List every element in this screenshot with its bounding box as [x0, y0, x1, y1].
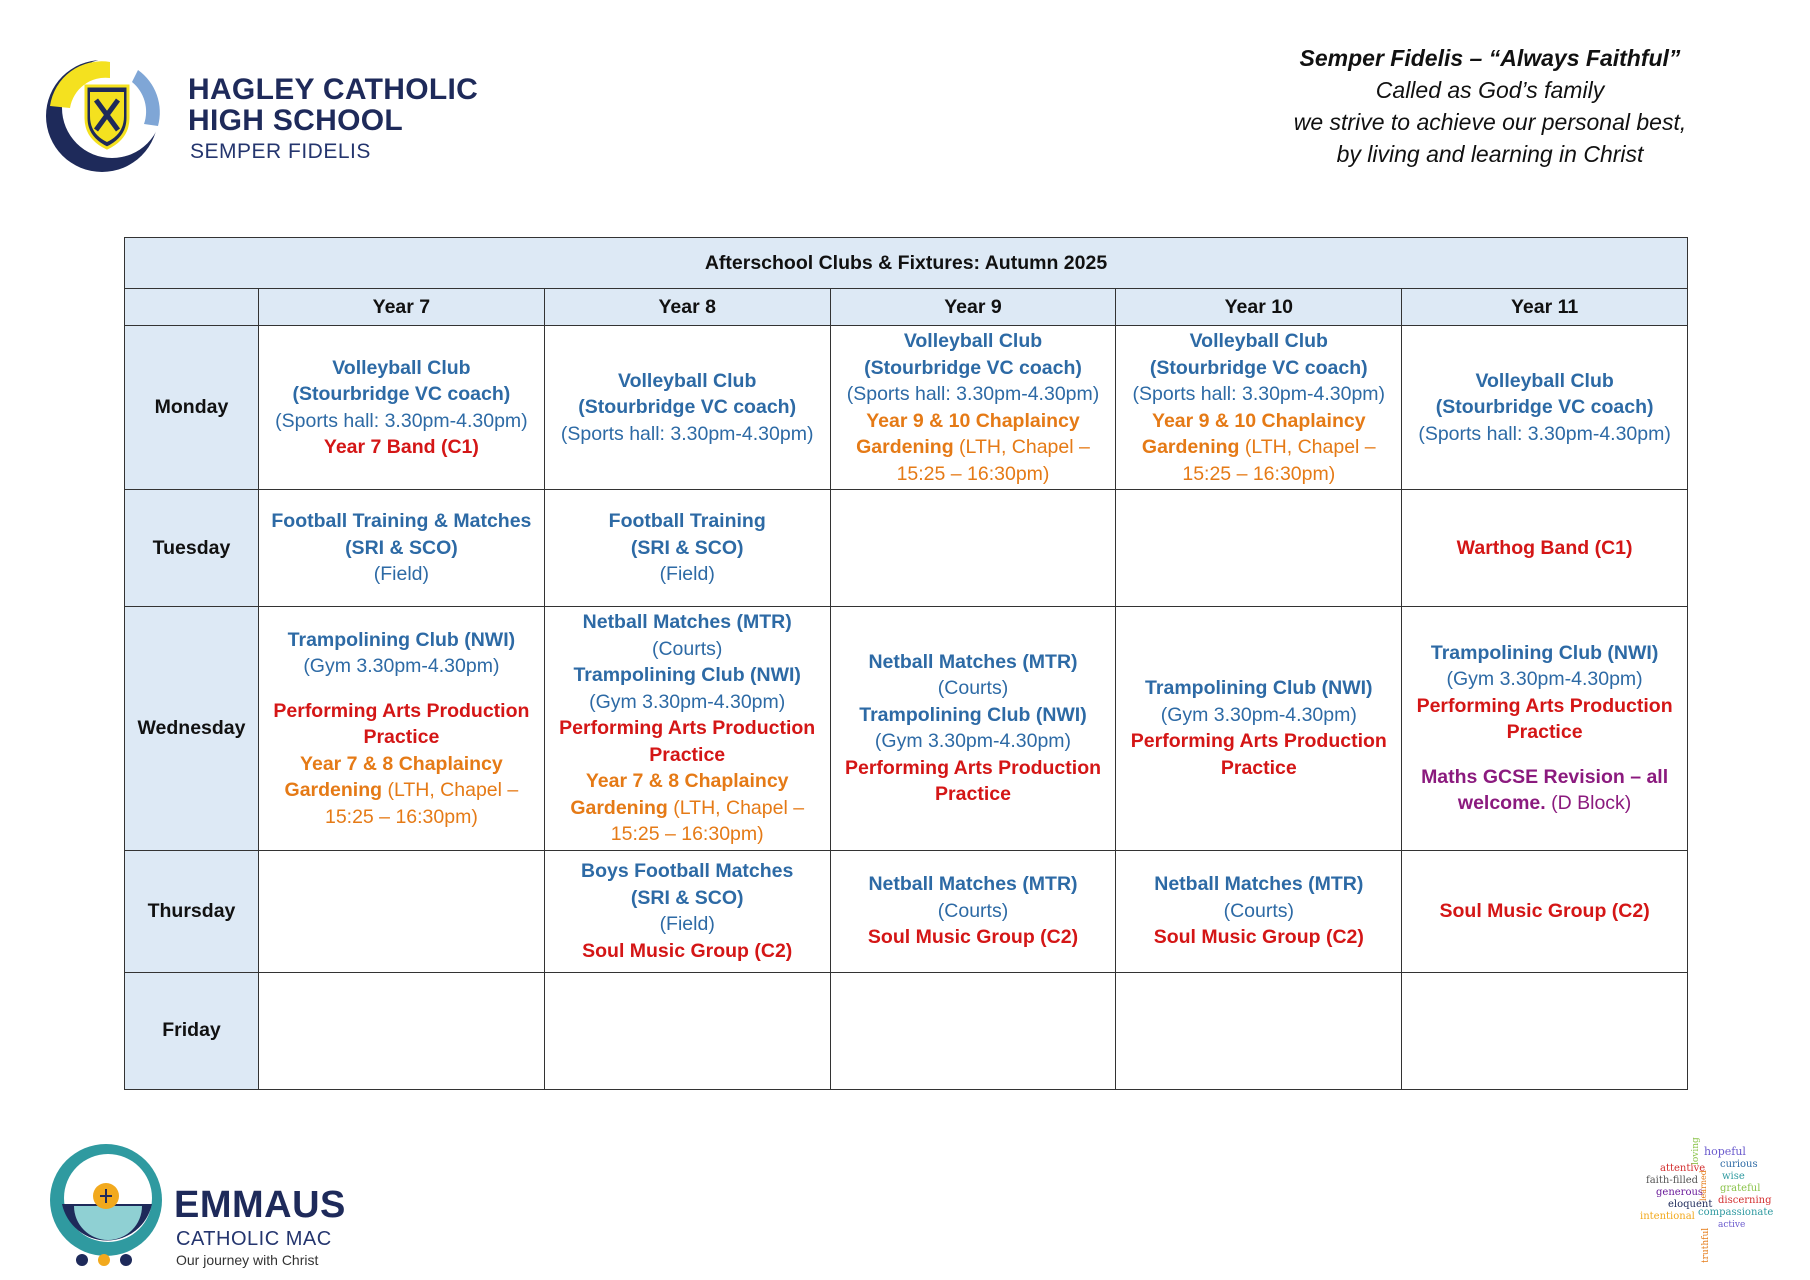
- wordcloud-word: wise: [1722, 1171, 1745, 1182]
- activity-name: Volleyball Club: [332, 356, 471, 379]
- cell-monday-y9: [830, 326, 1116, 490]
- activity-location: [551, 795, 824, 822]
- spacer: [1408, 746, 1681, 764]
- day-label: Wednesday: [125, 607, 259, 851]
- activity-name: Netball Matches (MTR): [1154, 873, 1364, 896]
- activity-name: Year 7 & 8 Chaplaincy: [585, 770, 789, 792]
- activity-location: (Courts): [937, 899, 1009, 922]
- school-motto: SEMPER FIDELIS: [190, 140, 371, 163]
- activity-name: welcome.: [1457, 792, 1546, 815]
- emmaus-subtitle: CATHOLIC MAC: [176, 1228, 332, 1250]
- table-row-tuesday: [125, 490, 1688, 607]
- values-wordcloud: [1640, 1135, 1780, 1265]
- school-name-line1: HAGLEY CATHOLIC: [188, 73, 479, 106]
- cell-wednesday-y7: [259, 607, 545, 851]
- school-crest-icon: [40, 56, 170, 180]
- activity-name: Netball Matches (MTR): [868, 873, 1078, 896]
- activity-name: Trampolining Club (NWI): [573, 664, 801, 686]
- activity-name: Volleyball Club: [903, 330, 1043, 352]
- activity-name: Gardening: [1141, 436, 1240, 458]
- cell-tuesday-y11: [1402, 490, 1688, 607]
- activity-name: Year 7 & 8 Chaplaincy: [300, 752, 503, 775]
- activity-location: [837, 434, 1110, 461]
- activity-time: 15:25 – 16:30pm): [324, 805, 478, 828]
- activity-name: Trampolining Club (NWI): [1430, 641, 1659, 664]
- activity-name: Practice: [363, 726, 440, 748]
- wordcloud-word: discerning: [1718, 1195, 1772, 1206]
- year-header: Year 8: [544, 289, 830, 326]
- mission-line-1: Semper Fidelis – “Always Faithful”: [1299, 45, 1681, 71]
- activity-location: (Sports hall: 3.30pm-4.30pm): [275, 409, 528, 432]
- activity-detail: (LTH, Chapel –: [667, 796, 805, 819]
- activity-location: (Sports hall: 3.30pm-4.30pm): [1132, 383, 1386, 405]
- activity-location: (Gym 3.30pm-4.30pm): [1446, 668, 1643, 691]
- activity-detail: (SRI & SCO): [630, 536, 744, 559]
- activity-detail: (SRI & SCO): [345, 536, 458, 559]
- activity-name: Practice: [1220, 756, 1297, 779]
- wordcloud-word: eloquent: [1668, 1199, 1713, 1210]
- mission-line-2: Called as God’s family: [1375, 77, 1605, 103]
- wordcloud-word: truthful: [1701, 1227, 1711, 1263]
- activity-name: Year 9 & 10 Chaplaincy: [866, 409, 1080, 432]
- wordcloud-word: generous: [1656, 1187, 1704, 1198]
- cell-wednesday-y10: [1116, 607, 1402, 851]
- wordcloud-word: intentional: [1640, 1211, 1695, 1222]
- wordcloud-word: loving: [1691, 1137, 1701, 1165]
- activity-name: Trampolining Club (NWI): [1145, 677, 1373, 700]
- cell-friday-y10: [1116, 972, 1402, 1089]
- cell-tuesday-y8: [544, 490, 830, 607]
- school-name: [188, 74, 478, 136]
- table-row-thursday: [125, 850, 1688, 972]
- cell-tuesday-y10: [1116, 490, 1402, 607]
- activity-name: Maths GCSE Revision – all: [1421, 765, 1669, 788]
- activity-location: (Gym 3.30pm-4.30pm): [874, 730, 1072, 753]
- emmaus-emblem-icon: [48, 1140, 168, 1270]
- activity-name: Performing Arts Production: [273, 699, 530, 722]
- wordcloud-word: compassionate: [1698, 1207, 1774, 1218]
- cell-tuesday-y7: [259, 490, 545, 607]
- cell-friday-y11: [1402, 972, 1688, 1089]
- wordcloud-word: active: [1718, 1220, 1746, 1230]
- activity-location: (Courts): [1223, 899, 1294, 922]
- activity-detail: (Stourbridge VC coach): [1435, 396, 1654, 419]
- mission-statement: [1250, 42, 1730, 170]
- activity-name: Year 7 Band (C1): [323, 436, 479, 458]
- activity-name: Year 9 & 10 Chaplaincy: [1152, 409, 1366, 432]
- clubs-timetable: [124, 237, 1688, 1090]
- activity-name: Football Training: [608, 510, 766, 533]
- cell-wednesday-y8: [544, 607, 830, 851]
- activity-name: Football Training & Matches: [271, 510, 532, 533]
- table-row-friday: [125, 972, 1688, 1089]
- year-header-row: [125, 289, 1688, 326]
- year-header: Year 10: [1116, 289, 1402, 326]
- activity-detail: (LTH, Chapel –: [953, 436, 1090, 458]
- activity-location: [265, 777, 538, 804]
- activity-location: (Gym 3.30pm-4.30pm): [1160, 703, 1357, 726]
- cell-friday-y9: [830, 972, 1116, 1089]
- activity-name: Practice: [1506, 721, 1583, 744]
- activity-name: Soul Music Group (C2): [582, 939, 793, 962]
- activity-name: Trampolining Club (NWI): [287, 628, 516, 651]
- cell-thursday-y8: [544, 850, 830, 972]
- activity-location: (Sports hall: 3.30pm-4.30pm): [1418, 422, 1671, 445]
- emmaus-logo: [48, 1140, 368, 1270]
- year-header: Year 7: [259, 289, 545, 326]
- activity-location: (Field): [659, 563, 715, 586]
- activity-name: Performing Arts Production: [844, 756, 1102, 779]
- activity-time: 15:25 – 16:30pm): [610, 823, 764, 845]
- day-label: Thursday: [125, 850, 259, 972]
- activity-location: (Gym 3.30pm-4.30pm): [303, 655, 500, 677]
- cell-thursday-y7: [259, 850, 545, 972]
- activity-name: Netball Matches (MTR): [868, 650, 1078, 673]
- cell-thursday-y10: [1116, 850, 1402, 972]
- cell-friday-y7: [259, 972, 545, 1089]
- cell-monday-y11: [1402, 326, 1688, 490]
- wordcloud-word: hopeful: [1704, 1145, 1746, 1158]
- table-row-wednesday: [125, 607, 1688, 851]
- cell-wednesday-y11: [1402, 607, 1688, 851]
- day-label: Friday: [125, 972, 259, 1089]
- activity-name: Practice: [935, 783, 1011, 806]
- activity-name: Trampolining Club (NWI): [859, 703, 1087, 726]
- activity-name: Soul Music Group (C2): [867, 926, 1079, 949]
- activity-name: Soul Music Group (C2): [1439, 899, 1650, 922]
- wordcloud-word: curious: [1720, 1159, 1758, 1170]
- activity-name: Volleyball Club: [618, 369, 757, 392]
- cell-monday-y8: [544, 326, 830, 490]
- corner-cell: [125, 289, 259, 326]
- activity-name: Volleyball Club: [1189, 330, 1328, 352]
- activity-name: Performing Arts Production: [559, 717, 816, 739]
- activity-detail: (LTH, Chapel –: [1239, 436, 1376, 458]
- cell-thursday-y11: [1402, 850, 1688, 972]
- activity-location: (Field): [659, 913, 715, 935]
- activity-location: (Courts): [651, 637, 723, 660]
- mission-line-3: we strive to achieve our personal best,: [1293, 109, 1687, 135]
- activity-location: [1122, 434, 1395, 461]
- activity-name: Gardening: [284, 779, 383, 801]
- activity-name: Gardening: [856, 436, 954, 458]
- school-logo: [40, 56, 480, 186]
- cell-thursday-y9: [830, 850, 1116, 972]
- cell-friday-y8: [544, 972, 830, 1089]
- activity-location: (Courts): [937, 677, 1009, 700]
- activity-detail: (Stourbridge VC coach): [292, 383, 511, 405]
- activity-detail: (D Block): [1545, 792, 1632, 815]
- activity-detail: (Stourbridge VC coach): [864, 356, 1082, 379]
- cell-monday-y10: [1116, 326, 1402, 490]
- mission-line-4: by living and learning in Christ: [1336, 141, 1644, 167]
- activity-name: Warthog Band (C1): [1456, 536, 1633, 559]
- emmaus-name: EMMAUS: [174, 1184, 346, 1226]
- activity-detail: (SRI & SCO): [630, 886, 744, 909]
- activity-name: Netball Matches (MTR): [582, 611, 792, 633]
- table-row-monday: [125, 326, 1688, 490]
- cell-monday-y7: [259, 326, 545, 490]
- wordcloud-word: attentive: [1660, 1163, 1706, 1174]
- activity-detail: (LTH, Chapel –: [382, 779, 519, 801]
- activity-name: Performing Arts Production: [1130, 730, 1387, 753]
- activity-name: Soul Music Group (C2): [1153, 926, 1364, 949]
- emmaus-tagline: Our journey with Christ: [176, 1252, 319, 1268]
- wordcloud-word: learned: [1699, 1170, 1708, 1201]
- activity-location: (Sports hall: 3.30pm-4.30pm): [846, 383, 1100, 405]
- cell-wednesday-y9: [830, 607, 1116, 851]
- activity-time: 15:25 – 16:30pm): [896, 462, 1050, 485]
- activity-name: Gardening: [570, 796, 668, 819]
- activity-time: 15:25 – 16:30pm): [1182, 462, 1336, 485]
- activity-name: Boys Football Matches: [581, 860, 794, 882]
- activity-location: (Field): [373, 563, 430, 586]
- activity-location: [1408, 790, 1681, 817]
- activity-location: (Gym 3.30pm-4.30pm): [589, 690, 786, 713]
- activity-name: Practice: [649, 743, 726, 766]
- school-name-line2: HIGH SCHOOL: [188, 104, 403, 137]
- activity-name: Performing Arts Production: [1416, 694, 1673, 717]
- spacer: [265, 680, 538, 698]
- wordcloud-word: faith-filled: [1646, 1175, 1699, 1186]
- activity-detail: (Stourbridge VC coach): [1149, 356, 1368, 379]
- year-header: Year 9: [830, 289, 1116, 326]
- day-label: Monday: [125, 326, 259, 490]
- activity-name: Volleyball Club: [1475, 369, 1614, 392]
- cell-tuesday-y9: [830, 490, 1116, 607]
- activity-location: (Sports hall: 3.30pm-4.30pm): [560, 422, 814, 445]
- day-label: Tuesday: [125, 490, 259, 607]
- timetable-title: Afterschool Clubs & Fixtures: Autumn 2025: [125, 238, 1688, 289]
- activity-detail: (Stourbridge VC coach): [578, 396, 797, 419]
- year-header: Year 11: [1402, 289, 1688, 326]
- wordcloud-word: grateful: [1720, 1183, 1761, 1194]
